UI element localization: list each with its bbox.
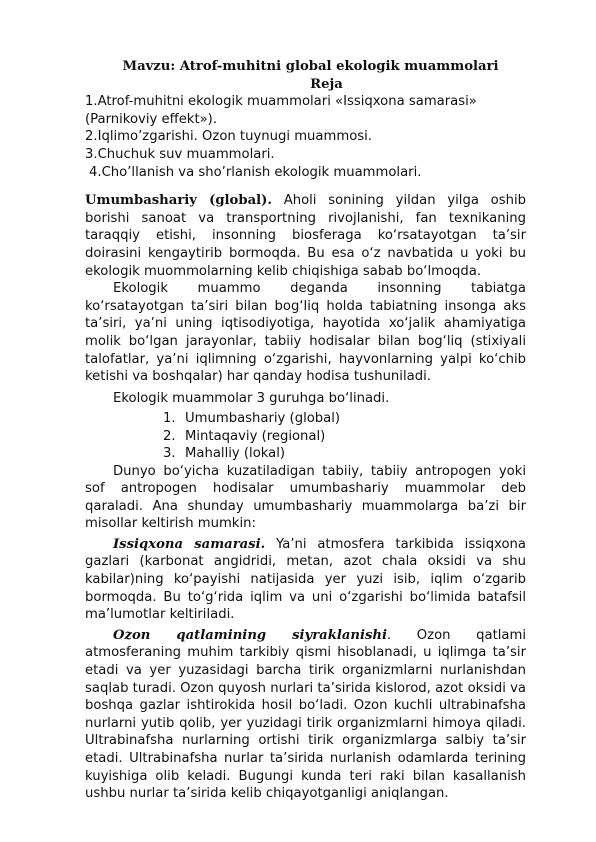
groups-list <box>85 410 526 462</box>
plan-item-3: 3.Chuchuk suv muammolari. <box>85 146 275 162</box>
plan-list <box>85 93 526 181</box>
list-item: 3. Mahalliy (lokal) <box>163 446 286 462</box>
paragraph-global <box>85 192 526 280</box>
paragraph-greenhouse-text: Ya’ni atmosfera tarkibida issiqxona gazlari (karbonat angidridi, metan, azot chala oksidi va shu kabilar)ning ko‘payishi natijasida yer yuzi isib, iqlim o‘zgarib bormoqda. Bu to‘g‘rida iqlim va uni o‘zgarishi bo‘limida batafsil ma’lumotlar keltiriladi. <box>85 536 526 623</box>
paragraph-definition: Ekologik muammo deganda insonning tabiatga ko‘rsatayotgan ta’siri bilan bog‘liq holda tabiatning insonga aks ta’siri, ya’ni uning iqtisodiyotiga, hayotida xo‘jalik ahamiyatiga molik bo‘lgan jarayonlar, tabiiy hodisalar bilan bog‘liq (stixiyali talofatlar, ya’ni iqlimning o‘zgarishi, hayvonlarning yalpi ko‘chib ketishi va boshqalar) har qanday hodisa tushuniladi. <box>85 281 526 385</box>
paragraph-greenhouse-heading: Issiqxona samarasi. <box>113 536 266 552</box>
paragraph-groups-intro: Ekologik muammolar 3 guruhga bo‘linadi. <box>113 390 390 406</box>
paragraph-ozone-heading: Ozon qatlamining siyraklanishi <box>113 627 388 643</box>
paragraph-global-heading: Umumbashariy (global). <box>85 193 272 209</box>
document-title: Mavzu: Atrof-muhitni global ekologik muammolari <box>122 59 499 74</box>
paragraph-ozone-text: Ozon qatlami atmosferaning muhim tarkibiy qismi hisoblanadi, u iqlimga ta’sir etadi va yer yuzasidagi barcha tirik organizmlarni nurlanishdan saqlab turadi. Ozon quyosh nurlari ta’sirida kislorod, azot oksidi va boshqa gazlar ishtirokida hosil bo‘ladi. Ozon kuchli ultrabinafsha nurlarni yutib qolib, yer yuzidagi tirik organizmlarni himoya qiladi. Ultrabinafsha nurlarning ortishi tirik organizmlarga salbiy ta’sir etadi. Ultrabinafsha nurlar ta’sirida nurlanish odamlarda terining kuyishiga olib keladi. Bugungi kunda teri raki bilan kasallanish ushbu nurlar ta’sirida kelib chiqayotganligi aniqlangan. <box>85 627 526 802</box>
document-page <box>85 58 526 803</box>
list-item: 2. Mintaqaviy (regional) <box>163 428 326 444</box>
paragraph-greenhouse <box>85 536 526 624</box>
paragraph-examples: Dunyo bo‘yicha kuzatiladigan tabiiy, tabiiy antropogen yoki sof antropogen hodisalar umumbashariy muammolar deb qaraladi. Ana shunday umumbashariy muammolarga ba’zi bir misollar keltirish mumkin: <box>85 463 526 532</box>
plan-item-4: 4.Cho’llanish va sho’rlanish ekologik muammolari. <box>89 164 422 180</box>
plan-heading: Reja <box>310 76 343 92</box>
paragraph-global-text: Aholi sonining yildan yilga oshib borishi sanoat va transportning rivojlanishi, fan texnikaning taraqqiy etishi, insonning biosferaga ko‘rsatayotgan ta’sir doirasini kengaytirib bormoqda. Bu esa o‘z navbatida u yoki bu ekologik muommolarning kelib chiqishiga sabab bo‘lmoqda. <box>85 193 526 279</box>
paragraph-ozone: Ozon qatlamining siyraklanishi. Ozon qatlami atmosferaning muhim tarkibiy qismi hisoblanadi, u iqlimga ta’sir etadi va yer yuzasidagi barcha tirik organizmlarni nurlanishdan saqlab turadi. Ozon quyosh nurlari ta’sirida kislorod, azot oksidi va boshqa gazlar ishtirokida hosil bo‘ladi. Ozon kuchli ultrabinafsha nurlarni yutib qolib, yer yuzidagi tirik organizmlarni himoya qiladi. Ultrabinafsha nurlarning ortishi tirik organizmlarga salbiy ta’sir etadi. Ultrabinafsha nurlar ta’sirida nurlanish odamlarda terining kuyishiga olib keladi. Bugungi kunda teri raki bilan kasallanish ushbu nurlar ta’sirida kelib chiqayotganligi aniqlangan. <box>85 627 526 802</box>
plan-item-1: 1.Atrof-muhitni ekologik muammolari «Issiqxona samarasi» (Parnikoviy effekt»). <box>85 94 477 127</box>
plan-item-2: 2.Iqlimo’zgarishi. Ozon tuynugi muammosi. <box>85 129 372 145</box>
list-item: 1. Umumbashariy (global) <box>163 411 341 427</box>
